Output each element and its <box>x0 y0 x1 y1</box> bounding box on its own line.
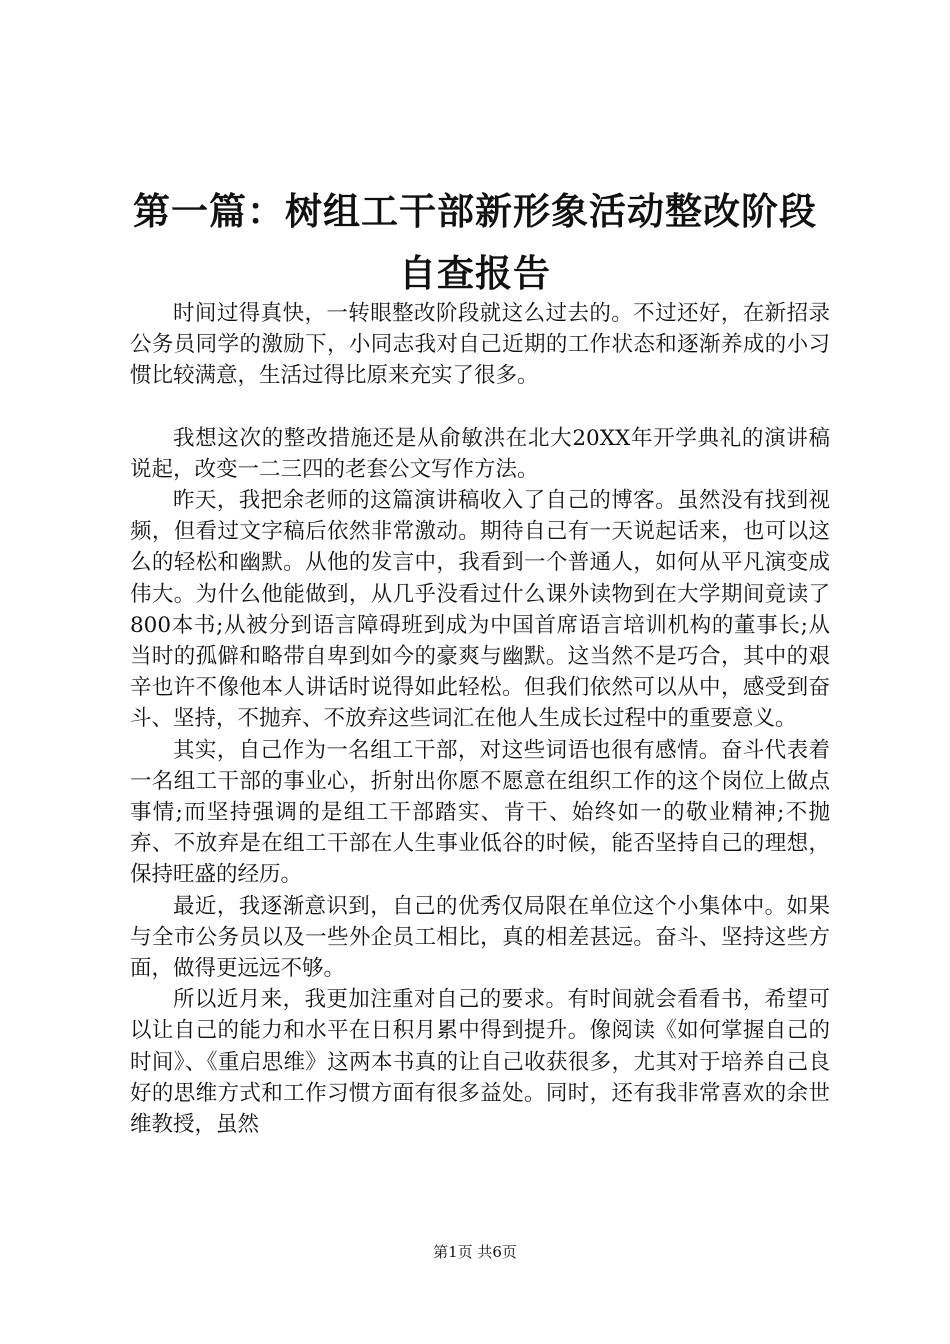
document-title: 第一篇：树组工干部新形象活动整改阶段自查报告 <box>133 189 817 295</box>
paragraph-3: 昨天，我把余老师的这篇演讲稿收入了自己的博客。虽然没有找到视频，但看过文字稿后依然非常激动。期待自己有一天说起话来，也可以这么的轻松和幽默。从他的发言中，我看到一个普通人，如何从平凡演变成伟大。为什么他能做到，从几乎没看过什么课外读物到在大学期间竟读了800本书;从被分到语言障碍班到成为中国首席语言培训机构的董事长;从当时的孤僻和略带自卑到如今的豪爽与幽默。这当然不是巧合，其中的艰辛也许不像他本人讲话时说得如此轻松。但我们依然可以从中，感受到奋斗、坚持，不抛弃、不放弃这些词汇在他人生成长过程中的重要意义。 <box>130 488 830 732</box>
page-footer: 第1页 共6页 <box>433 1243 517 1261</box>
paragraph-5: 最近，我逐渐意识到，自己的优秀仅局限在单位这个小集体中。如果与全市公务员以及一些外企员工相比，真的相差甚远。奋斗、坚持这些方面，做得更远远不够。 <box>130 893 830 982</box>
paragraph-4: 其实，自己作为一名组工干部，对这些词语也很有感情。奋斗代表着一名组工干部的事业心，折射出你愿不愿意在组织工作的这个岗位上做点事情;而坚持强调的是组工干部踏实、肯干、始终如一的敬业精神;不抛弃、不放弃是在组工干部在人生事业低谷的时候，能否坚持自己的理想，保持旺盛的经历。 <box>130 737 830 888</box>
paragraph-2: 我想这次的整改措施还是从俞敏洪在北大20XX年开学典礼的演讲稿说起，改变一二三四的老套公文写作方法。 <box>130 425 830 482</box>
paragraph-1: 时间过得真快，一转眼整改阶段就这么过去的。不过还好，在新招录公务员同学的激励下，小同志我对自己近期的工作状态和逐渐养成的小习惯比较满意，生活过得比原来充实了很多。 <box>130 301 830 389</box>
paragraph-6: 所以近月来，我更加注重对自己的要求。有时间就会看看书，希望可以让自己的能力和水平在日积月累中得到提升。像阅读《如何掌握自己的时间》、《重启思维》这两本书真的让自己收获很多，尤其对于培养自己良好的思维方式和工作习惯方面有很多益处。同时，还有我非常喜欢的余世维教授，虽然 <box>130 987 830 1138</box>
document-body <box>130 298 830 1140</box>
